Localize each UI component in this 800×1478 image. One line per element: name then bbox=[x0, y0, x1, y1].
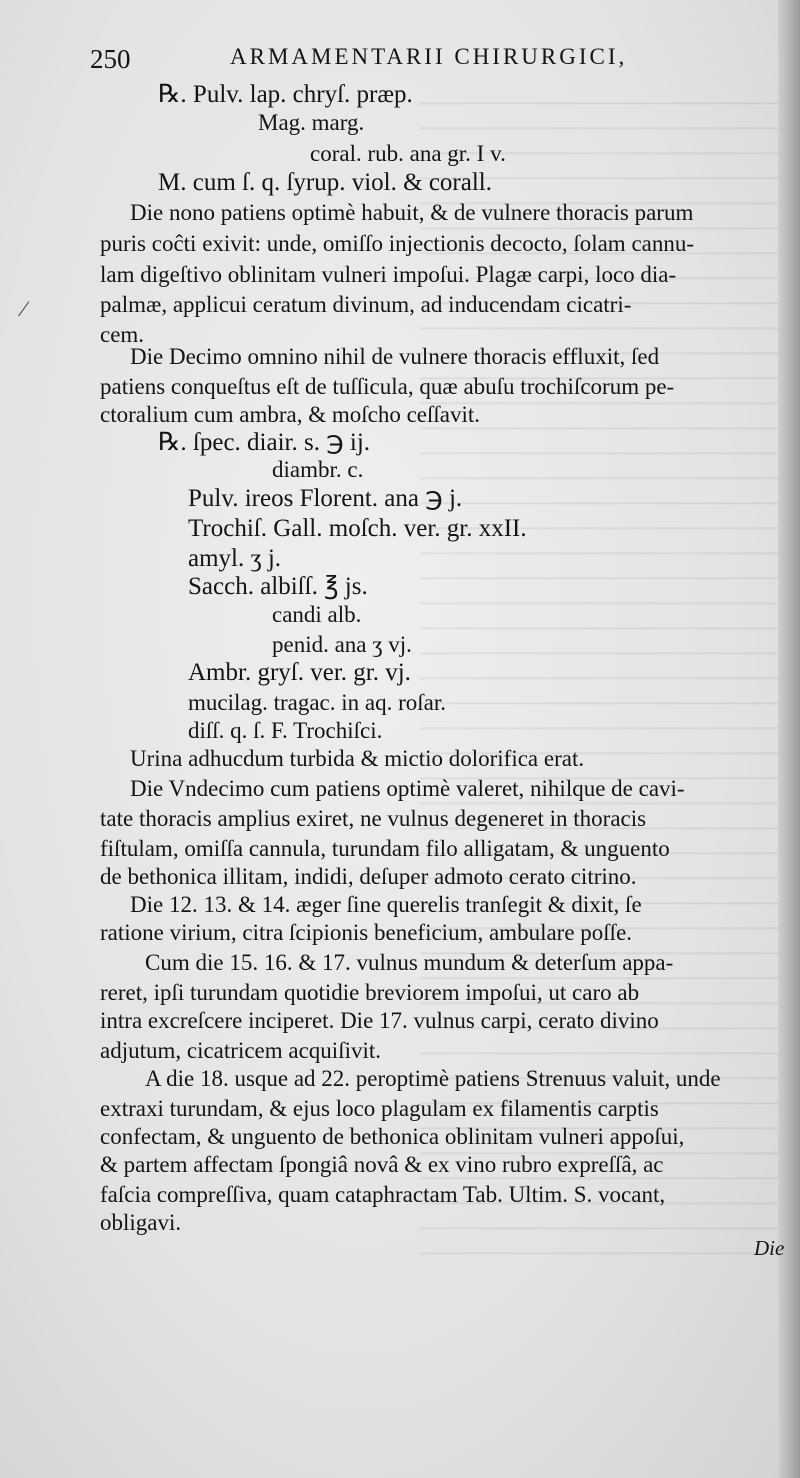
margin-mark: ⁄ bbox=[22, 296, 26, 321]
recipe-line: coral. rub. ana gr. I v. bbox=[310, 141, 506, 166]
text-line: lam digeſtivo oblinitam vulneri impoſui. Plagæ carpi, loco dia- bbox=[100, 262, 677, 287]
recipe-line: Pulv. ireos Florent. ana ℈ j. bbox=[188, 485, 463, 512]
recipe-line: diambr. c. bbox=[272, 457, 364, 482]
recipe-line: Mag. marg. bbox=[258, 110, 365, 135]
text-line: Cum die 15. 16. & 17. vulnus mundum & deterſum appa- bbox=[145, 950, 674, 975]
text-line: Die Vndecimo cum patiens optimè valeret, nihilque de cavi- bbox=[130, 776, 685, 801]
text-line: ctoralium cum ambra, & moſcho ceſſavit. bbox=[100, 402, 481, 427]
recipe-line: Trochiſ. Gall. moſch. ver. gr. xxII. bbox=[188, 515, 527, 542]
recipe-line: mucilag. tragac. in aq. roſar. bbox=[188, 690, 447, 715]
page-header bbox=[90, 38, 770, 74]
recipe-line: candi alb. bbox=[272, 602, 362, 627]
text-line: adjutum, cicatricem acquiſivit. bbox=[100, 1038, 382, 1063]
text-line: ratione virium, citra ſcipionis beneficium, ambulare poſſe. bbox=[100, 920, 633, 945]
running-title: ARMAMENTARII CHIRURGICI, bbox=[230, 44, 628, 69]
text-line: confectam, & unguento de bethonica oblinitam vulneri appoſui, bbox=[100, 1124, 685, 1149]
text-line: de bethonica illitam, indidi, deſuper admoto cerato citrino. bbox=[100, 864, 637, 889]
recipe-line: Ambr. gryſ. ver. gr. vj. bbox=[188, 659, 411, 686]
text-line: intra excreſcere inciperet. Die 17. vulnus carpi, cerato divino bbox=[100, 1008, 659, 1033]
text-line: puris coĉti exivit: unde, omiſſo injectionis decocto, ſolam cannu- bbox=[100, 231, 695, 256]
text-line: Die nono patiens optimè habuit, & de vulnere thoracis parum bbox=[130, 200, 694, 225]
catchword: Die bbox=[754, 1236, 785, 1260]
text-line: obligavi. bbox=[100, 1210, 182, 1235]
text-line: palmæ, applicui ceratum divinum, ad inducendam cicatri- bbox=[100, 292, 632, 317]
recipe-line: Sacch. albiſſ. ℥ js. bbox=[188, 573, 368, 600]
recipe-line: penid. ana ʒ vj. bbox=[272, 632, 412, 657]
recipe-line: ℞. ſpec. diair. s. ℈ ij. bbox=[158, 429, 371, 456]
text-line: cem. bbox=[100, 322, 145, 347]
recipe-line: diſſ. q. ſ. F. Trochiſci. bbox=[188, 718, 383, 743]
text-line: fiſtulam, omiſſa cannula, turundam filo alligatam, & unguento bbox=[100, 836, 670, 861]
recipe-line: ℞. Pulv. lap. chryſ. præp. bbox=[158, 81, 413, 108]
text-line: tate thoracis amplius exiret, ne vulnus degeneret in thoracis bbox=[100, 806, 647, 831]
text-line: A die 18. usque ad 22. peroptimè patiens Strenuus valuit, unde bbox=[145, 1066, 721, 1091]
text-line: extraxi turundam, & ejus loco plagulam ex filamentis carptis bbox=[100, 1096, 659, 1121]
page-number: 250 bbox=[90, 44, 131, 74]
text-line: Die Decimo omnino nihil de vulnere thoracis effluxit, ſed bbox=[130, 344, 660, 369]
text-line: Die 12. 13. & 14. æger ſine querelis tranſegit & dixit, ſe bbox=[130, 892, 642, 917]
text-line: reret, ipſi turundam quotidie breviorem impoſui, ut caro ab bbox=[100, 980, 640, 1005]
text-line: Urina adhucdum turbida & mictio dolorifica erat. bbox=[130, 746, 585, 771]
text-line: patiens conqueſtus eſt de tuſſicula, quæ abuſu trochiſcorum pe- bbox=[100, 374, 675, 399]
recipe-line: M. cum ſ. q. ſyrup. viol. & corall. bbox=[158, 169, 492, 196]
text-line: & partem affectam ſpongiâ novâ & ex vino rubro expreſſâ, ac bbox=[100, 1152, 664, 1177]
text-line: faſcia compreſſiva, quam cataphractam Tab. Ultim. S. vocant, bbox=[100, 1182, 666, 1207]
recipe-line: amyl. ʒ j. bbox=[188, 545, 282, 572]
